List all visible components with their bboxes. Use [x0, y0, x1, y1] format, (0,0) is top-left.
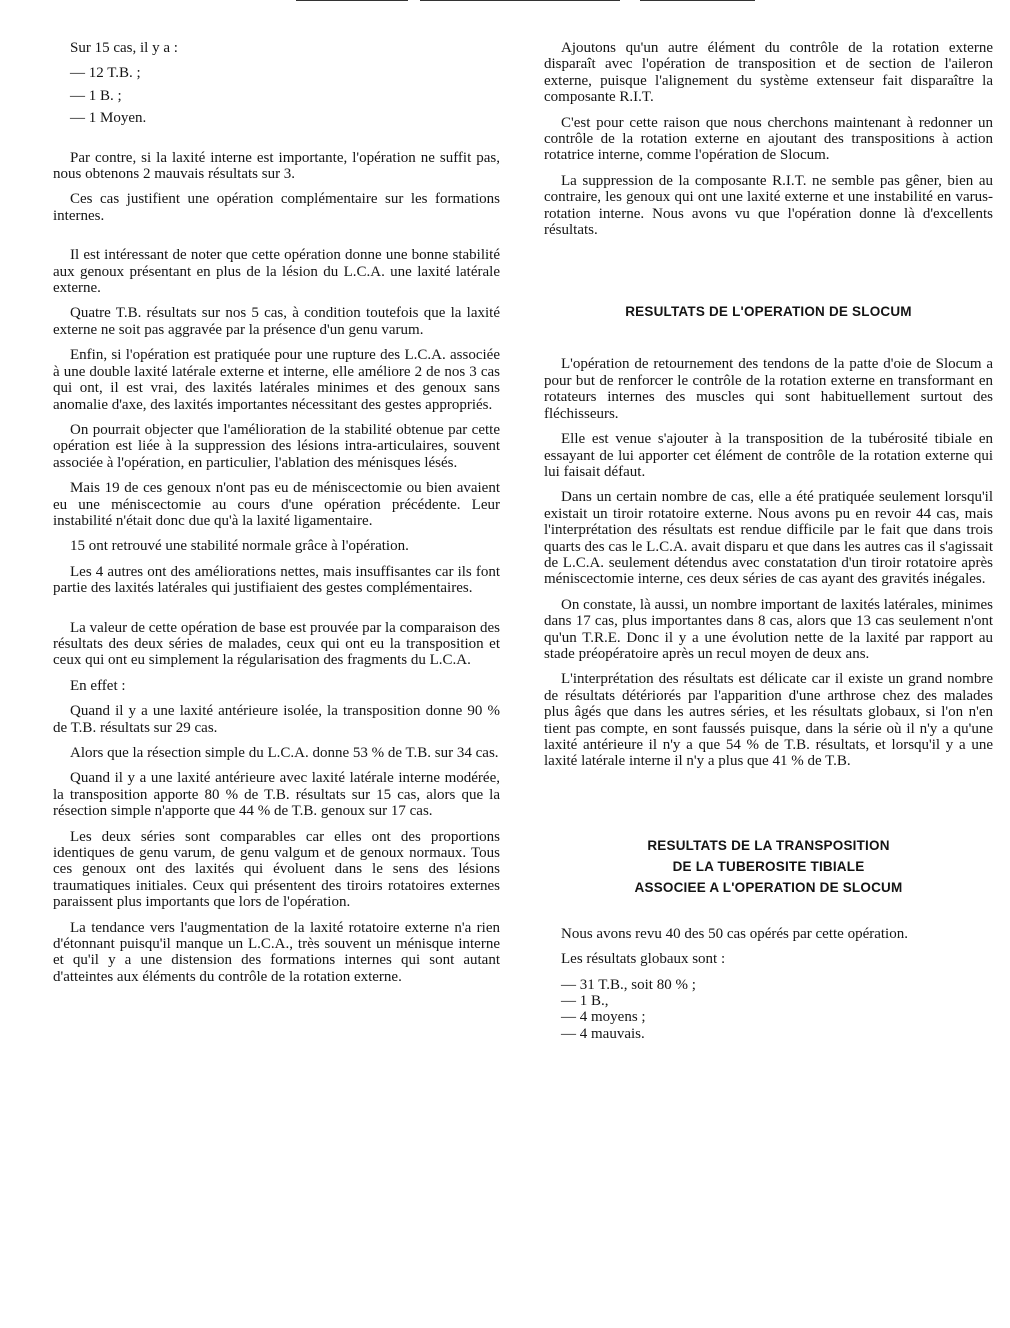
- heading-line: DE LA TUBEROSITE TIBIALE: [672, 858, 865, 874]
- paragraph: L'interprétation des résultats est délicate car il existe un grand nombre de résultats détériorés par l'apparition d'une arthrose chez des malades plus âgés que dans les autres séries, et les résultats globaux, si l'on n'en tient pas compte, en sont faussés puisque, dans la série où il n'y a qu'une laxité antérieure il n'y a que 54 % de T.B. résultats, et lorsqu'il y a une laxité latérale interne il n'y a plus que 41 % de T.B.: [544, 671, 993, 770]
- heading-line: RESULTATS DE LA TRANSPOSITION: [647, 837, 890, 853]
- top-rule-3: [640, 0, 755, 1]
- paragraph: Quand il y a une laxité antérieure isolée, la transposition donne 90 % de T.B. résultats sur 29 cas.: [53, 703, 500, 736]
- paragraph: On pourrait objecter que l'amélioration de la stabilité obtenue par cette opération est liée à la suppression des lésions intra-articulaires, souvent associée à l'opération, en particulier, l'ablation des ménisques lésés.: [53, 421, 500, 471]
- paragraph: Quand il y a une laxité antérieure avec laxité latérale interne modérée, la transposition apporte 80 % de T.B. résultats sur 15 cas, alors que la résection simple n'apporte que 44 % de T.B. genoux sur 17 cas.: [53, 770, 500, 820]
- list-item: — 1 B. ;: [70, 87, 122, 104]
- list-item: — 4 moyens ;: [561, 1009, 646, 1026]
- paragraph: Elle est venue s'ajouter à la transposition de la tubérosité tibiale en essayant de lui apporter cet élément de contrôle de la rotation externe qui lui faisait défaut.: [544, 431, 993, 480]
- paragraph: Il est intéressant de noter que cette opération donne une bonne stabilité aux genoux présentant en plus de la lésion du L.C.A. une laxité latérale externe.: [53, 247, 500, 297]
- paragraph: Les résultats globaux sont :: [561, 951, 726, 968]
- list-item: — 4 mauvais.: [561, 1025, 645, 1042]
- left-column: [53, 40, 500, 994]
- paragraph: Alors que la résection simple du L.C.A. donne 53 % de T.B. sur 34 cas.: [70, 745, 499, 761]
- paragraph: Enfin, si l'opération est pratiquée pour une rupture des L.C.A. associée à une double laxité latérale externe et interne, elle améliore 2 de nos 3 cas qui ont, il est vrai, des laxités latérales minimes et des genoux sans anomalie d'axe, des laxités importantes nécessitant des gestes appropriés.: [53, 347, 500, 413]
- paragraph: Les 4 autres ont des améliorations nettes, mais insuffisantes car ils font partie des laxités latérales qui justifiaient des gestes complémentaires.: [53, 563, 500, 597]
- paragraph: Nous avons revu 40 des 50 cas opérés par cette opération.: [561, 925, 908, 942]
- heading-line: ASSOCIEE A L'OPERATION DE SLOCUM: [634, 879, 903, 895]
- section-heading-slocum: RESULTATS DE L'OPERATION DE SLOCUM: [625, 304, 912, 320]
- paragraph: La suppression de la composante R.I.T. ne semble pas gêner, bien au contraire, les genoux qui ont une laxité externe et une instabilité en varus-rotation interne. Nous avons vu que l'opération donne là d'excellents résultats.: [544, 172, 993, 239]
- paragraph: 15 ont retrouvé une stabilité normale grâce à l'opération.: [70, 538, 409, 555]
- paragraph: La valeur de cette opération de base est prouvée par la comparaison des résultats des deux séries de malades, ceux qui ont eu la transposition et ceux qui ont eu simplement la régularisation des fragments du L.C.A.: [53, 619, 500, 669]
- top-rule-2: [420, 0, 620, 1]
- top-rule-1: [296, 0, 408, 1]
- paragraph: L'opération de retournement des tendons de la patte d'oie de Slocum a pour but de renforcer le contrôle de la rotation externe en transformant en rotateurs internes des muscles qui sont habituellement surtout des fléchisseurs.: [544, 356, 993, 422]
- list-item: — 1 B.,: [561, 993, 609, 1010]
- paragraph: En effet :: [70, 677, 126, 694]
- paragraph: La tendance vers l'augmentation de la laxité rotatoire externe n'a rien d'étonnant puisqu'il manque un L.C.A., très souvent un ménisque interne et qu'il y a une distension des formations internes qui sont autant d'atteintes aux éléments du contrôle de la rotation externe.: [53, 919, 500, 985]
- right-column: [544, 40, 993, 1051]
- paragraph: C'est pour cette raison que nous cherchons maintenant à redonner un contrôle de la rotation externe en ajoutant des transpositions à action rotatrice interne, comme l'opération de Slocum.: [544, 114, 993, 164]
- results-list: [544, 977, 993, 1043]
- paragraph: Quatre T.B. résultats sur nos 5 cas, à condition toutefois que la laxité externe ne soit pas aggravée par la présence d'un genu varum.: [53, 305, 500, 338]
- paragraph: Ajoutons qu'un autre élément du contrôle de la rotation externe disparaît avec l'opération de transposition et de section de l'aileron externe, puisque l'alignement du système extenseur fait disparaître la composante R.I.T.: [544, 40, 993, 106]
- list-item: — 31 T.B., soit 80 % ;: [561, 976, 696, 993]
- intro-text: Sur 15 cas, il y a :: [70, 40, 178, 56]
- list-item: — 1 Moyen.: [70, 110, 147, 127]
- paragraph: Dans un certain nombre de cas, elle a été pratiquée seulement lorsqu'il existait un tiroir rotatoire externe. Nous avons pu en revoir 44 cas, mais l'interprétation des résultats est rendue difficile par le fait que dans trois quarts des cas le L.C.A. avait disparu et que dans les autres cas il s'agissait de L.C.A. seulement détendus avec constatation d'un tiroir rotatoire après méniscectomie interne, ces deux séries de cas ayant des gravités inégales.: [544, 489, 993, 588]
- paragraph: Ces cas justifient une opération complémentaire sur les formations internes.: [53, 191, 500, 224]
- paragraph: Les deux séries sont comparables car elles ont des proportions identiques de genu varum, de genu valgum et de genoux normaux. Tous ces genoux ont des laxités qui évoluent dans le sens des lésions traumatiques initiales. Ceux qui présentent des tiroirs rotatoires externes paraissent plus importants que lors de l'opération.: [53, 828, 500, 911]
- section-heading-transposition: [544, 835, 993, 898]
- paragraph: Par contre, si la laxité interne est importante, l'opération ne suffit pas, nous obtenons 2 mauvais résultats sur 3.: [53, 149, 500, 183]
- paragraph: Mais 19 de ces genoux n'ont pas eu de méniscectomie ou bien avaient eu une méniscectomie au cours d'une opération précédente. Leur instabilité n'était donc due qu'à la laxité ligamentaire.: [53, 480, 500, 529]
- paragraph: On constate, là aussi, un nombre important de laxités latérales, minimes dans 17 cas, plus importantes dans 8 cas, alors que 13 cas seulement n'ont qu'un T.R.E. Donc il y a une évolution nette de la laxité par rapport au stade préopératoire après un recul moyen de deux ans.: [544, 596, 993, 662]
- intro-results-list: [53, 65, 500, 126]
- list-item: — 12 T.B. ;: [70, 65, 141, 82]
